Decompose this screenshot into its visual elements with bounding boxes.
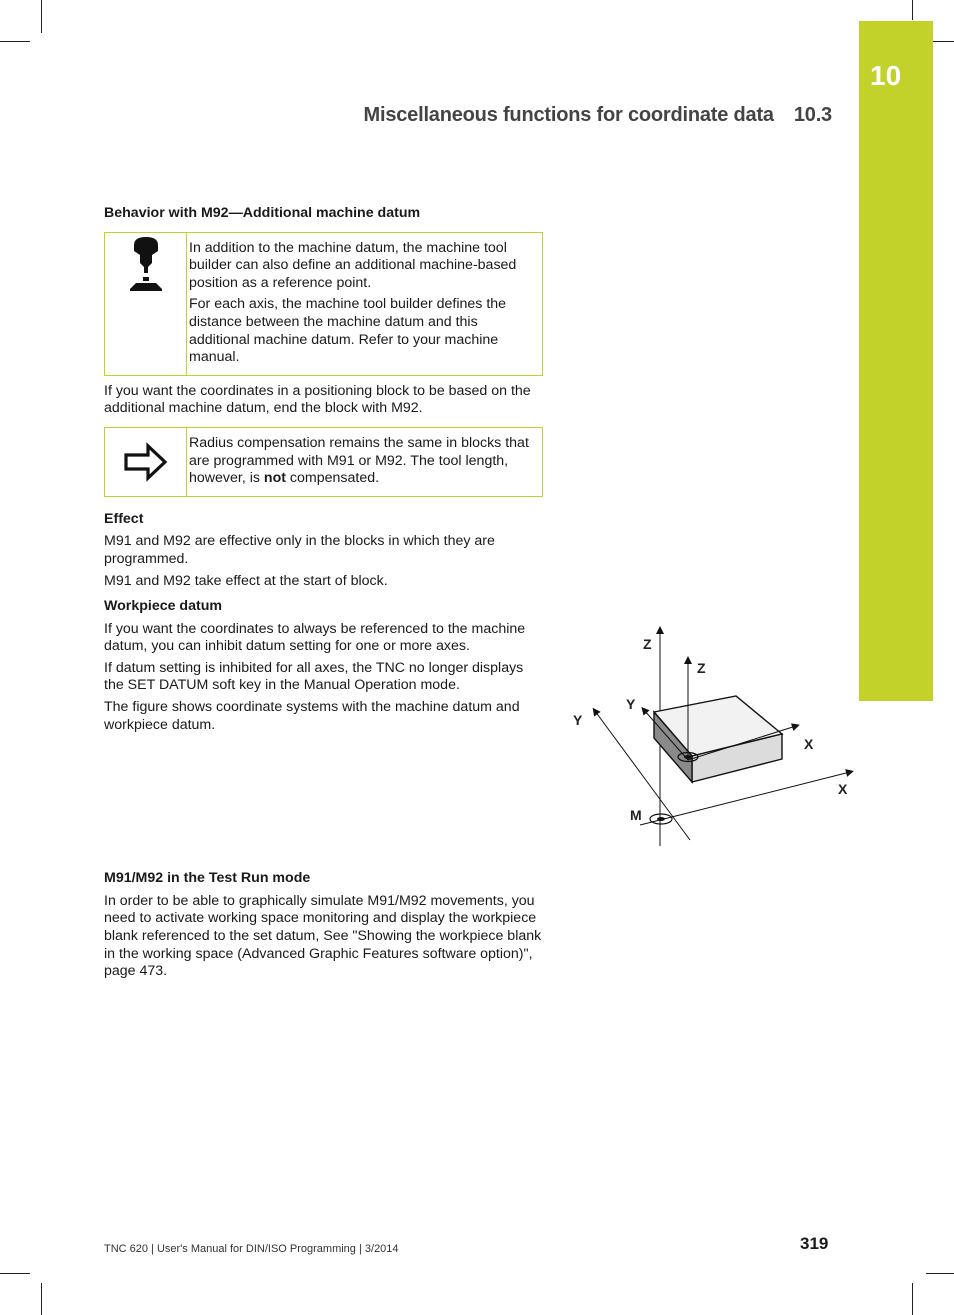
workpiece-z-label: Z <box>697 660 706 676</box>
machine-datum-icon <box>650 814 672 824</box>
heading-effect: Effect <box>104 510 144 527</box>
crop-mark <box>926 1273 954 1274</box>
header-section: 10.3 <box>793 104 832 126</box>
machine-y-label: Y <box>573 712 583 728</box>
note-machine-dependent <box>104 232 543 376</box>
note-tip <box>104 427 543 497</box>
note-icon-cell <box>105 428 187 496</box>
header-title: Miscellaneous functions for coordinate data <box>363 104 774 126</box>
coordinate-systems-figure <box>560 620 860 860</box>
crop-mark <box>41 0 42 33</box>
machine-z-label: Z <box>643 636 652 652</box>
workpiece-paragraph-1: If you want the coordinates to always be referenced to the machine datum, you can inhibit datum setting for one or more axes. <box>104 620 526 655</box>
crop-mark <box>912 0 913 20</box>
workpiece-y-label: Y <box>626 696 636 712</box>
crop-mark <box>0 1273 30 1274</box>
footer-text: TNC 620 | User's Manual for DIN/ISO Programming | 3/2014 <box>104 1243 399 1255</box>
crop-mark <box>41 1283 42 1315</box>
heading-m92: Behavior with M92—Additional machine datum <box>104 205 421 221</box>
page-number: 319 <box>800 1234 829 1253</box>
effect-paragraph-2: M91 and M92 take effect at the start of block. <box>104 572 388 589</box>
crop-mark <box>912 1283 913 1315</box>
chapter-tab <box>859 21 933 701</box>
note2-text-after: compensated. <box>285 470 380 487</box>
heading-test-run: M91/M92 in the Test Run mode <box>104 870 311 887</box>
note2-text-bold: not <box>263 470 286 487</box>
machine-tool-icon <box>126 233 166 303</box>
arrow-right-icon <box>123 442 169 482</box>
running-header <box>364 104 833 127</box>
note2-text <box>189 435 534 488</box>
note1-paragraph-2: For each axis, the machine tool builder defines the distance between the machine datum and this additional machine datum. Refer to your machine manual. <box>189 296 507 366</box>
workpiece-paragraph-2: If datum setting is inhibited for all axes, the TNC no longer displays the SET DATUM soft key in the Manual Operation mode. <box>104 659 524 694</box>
chapter-number: 10 <box>870 60 902 91</box>
note-icon-cell <box>105 233 187 375</box>
note2-text-before: Radius compensation remains the same in blocks that are programmed with M91 or M92. The tool length, however, is <box>189 434 529 487</box>
test-run-paragraph: In order to be able to graphically simulate M91/M92 movements, you need to activate working space monitoring and display the workpiece blank referenced to the set datum, See "Showing the workpiece blank in the working space (Advanced Graphic Features software option)", page 473. <box>104 892 542 980</box>
effect-paragraph-1: M91 and M92 are effective only in the blocks in which they are programmed. <box>104 533 495 567</box>
heading-workpiece-datum: Workpiece datum <box>104 598 222 615</box>
machine-datum-label: M <box>630 807 642 823</box>
workpiece-paragraph-3: The figure shows coordinate systems with the machine datum and workpiece datum. <box>104 699 520 733</box>
workpiece-x-label: X <box>804 736 814 752</box>
machine-x-label: X <box>838 781 848 797</box>
crop-mark <box>0 41 30 42</box>
paragraph-m92: If you want the coordinates in a positioning block to be based on the additional machine datum, end the block with M92. <box>104 382 531 417</box>
main-content <box>104 205 544 985</box>
note1-paragraph-1: In addition to the machine datum, the machine tool builder can also define an additional machine-based position as a reference point. <box>189 239 517 291</box>
note-body <box>187 428 542 496</box>
note-body <box>187 233 542 375</box>
